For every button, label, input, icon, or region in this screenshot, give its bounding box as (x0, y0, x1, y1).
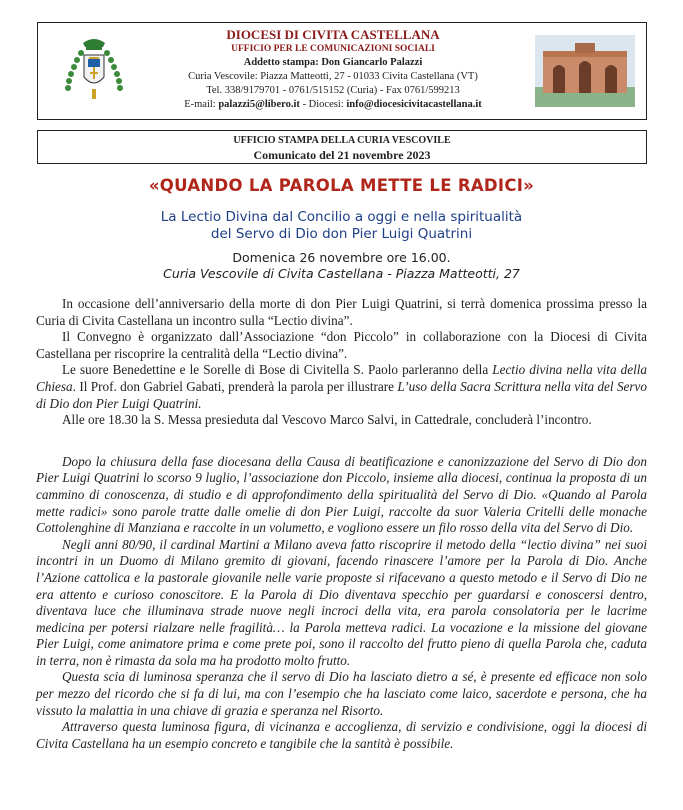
subtitle (0, 209, 683, 243)
paragraph-3-italic-d: L’uso della Sacra Scrittura nella vita del Servo di Dio don Pier Luigi Quatrini. (36, 378, 647, 411)
email-mid: - Diocesi: (299, 99, 347, 110)
paragraph-2: Il Convegno è organizzato dall’Associazione “don Piccolo” in collaborazione con la Diocesi di Civita Castellana per riscoprire la centralità della “Lectio divina”. (36, 329, 647, 361)
paragraph-3-text-c: . Il Prof. don Gabriel Gabati, prenderà la parola per illustrare (72, 378, 398, 394)
paragraph-3 (36, 362, 647, 412)
email-link-1[interactable]: palazzi5@libero.it (218, 99, 300, 110)
episcopal-coat-of-arms-icon (63, 33, 125, 105)
address: Curia Vescovile: Piazza Matteotti, 27 - 01033 Civita Castellana (VT) (188, 71, 478, 82)
italic-paragraph-3: Questa scia di luminosa speranza che il servo di Dio ha lasciato dietro a sé, è presente ed efficace non solo per mezzo del ricordo che si fa di lui, ma con l’esempio che ha lasciato come laico, sacerdote e persona, che ha vissuto la malattia in una chiave di grazia e speranza nel Risorto. (36, 669, 647, 718)
subtitle-line-1: La Lectio Divina dal Concilio a oggi e nella spiritualità (160, 209, 523, 225)
email-prefix: E-mail: (184, 99, 219, 110)
italic-paragraph-1: Dopo la chiusura della fase diocesana della Causa di beatificazione e canonizzazione del Servo di Dio don Pier Luigi Quatrini lo scorso 9 luglio, l’associazione don Piccolo, insieme alla diocesi, continua la proposta di un cammino di conoscenza, di studio e di approfondimento della spiritualità del Servo di Dio. «Quando al Parola mette radici» sono parole tratte dalle omelie di don Pier Luigi, raccolte da suor Valeria Critelli delle monache Cottolenghine di Manziana e raccolte in un volumetto, e vogliono essere un filo rosso della vita del Servo di Dio. (36, 453, 647, 536)
article-body (36, 296, 647, 752)
event-details (0, 250, 683, 282)
paragraph-3-italic-b: Lectio divina nella vita della Chiesa (36, 362, 647, 394)
email-line (138, 98, 528, 112)
paragraph-4: Alle ore 18.30 la S. Messa presieduta dal Vescovo Marco Salvi, in Cattedrale, concluderà l’incontro. (62, 412, 592, 428)
communique-date: Comunicato del 21 novembre 2023 (253, 148, 431, 162)
italic-paragraph-4: Attraverso questa luminosa figura, di vicinanza e accoglienza, di servizio e condivisione, oggi la diocesi di Civita Castellana ha un esempio concreto e tangibile che la santità è possibile. (36, 719, 647, 751)
press-release-title: «QUANDO LA PAROLA METTE LE RADICI» (148, 176, 535, 195)
communique-office: UFFICIO STAMPA DELLA CURIA VESCOVILE (233, 135, 451, 146)
paragraph-1: In occasione dell’anniversario della morte di don Pier Luigi Quatrini, si terrà domenica prossima presso la Curia di Civita Castellana un incontro sulla “Lectio divina”. (36, 296, 647, 328)
paragraph-3-text-a: Le suore Benedettine e le Sorelle di Bose di Civitella S. Paolo parleranno della (62, 362, 493, 378)
letterhead-text (138, 27, 528, 112)
italic-section (36, 454, 647, 753)
letterhead (37, 22, 647, 120)
phones: Tel. 338/9179701 - 0761/515152 (Curia) - Fax 0761/599213 (206, 85, 460, 96)
italic-paragraph-2: Negli anni 80/90, il cardinal Martini a Milano aveva fatto riscoprire il metodo della “lectio divina” nei suoi incontri in un Duomo di Milano gremito di giovani, facendo rinascere l’amore per la Parola di Dio. Anche l’Azione cattolica e la pastorale giovanile nelle varie proposte si rifacevano a questo metodo e il Servo di Dio ne era attento e curioso conoscitore. E la Parola di Dio diventava specchio per guardarsi e conoscersi dentro, diventava luce che illuminava strade nuove negli incroci della vita, era parola consolatoria per le lacrime medicina per potersi rialzare nelle fragilità… la Parola metteva radici. La vocazione e la missione del giovane Pier Luigi, come animatore prima e come prete poi, sono il raccolto del frutto pieno di quella Parola che, caduta in terra, non è rimasta da sola ma ha prodotto molto frutto. (36, 536, 647, 668)
event-datetime: Domenica 26 novembre ore 16.00. (232, 250, 451, 265)
diocese-name: DIOCESI DI CIVITA CASTELLANA (226, 27, 440, 42)
office-name: UFFICIO PER LE COMUNICAZIONI SOCIALI (231, 44, 435, 54)
communique-box (37, 130, 647, 164)
section-gap (36, 429, 647, 454)
event-place: Curia Vescovile di Civita Castellana - Piazza Matteotti, 27 (163, 266, 520, 281)
email-link-2[interactable]: info@diocesicivitacastellana.it (346, 99, 482, 110)
cathedral-photo (535, 35, 635, 107)
subtitle-line-2: del Servo di Dio don Pier Luigi Quatrini (210, 226, 473, 242)
press-officer: Addetto stampa: Don Giancarlo Palazzi (243, 57, 423, 68)
